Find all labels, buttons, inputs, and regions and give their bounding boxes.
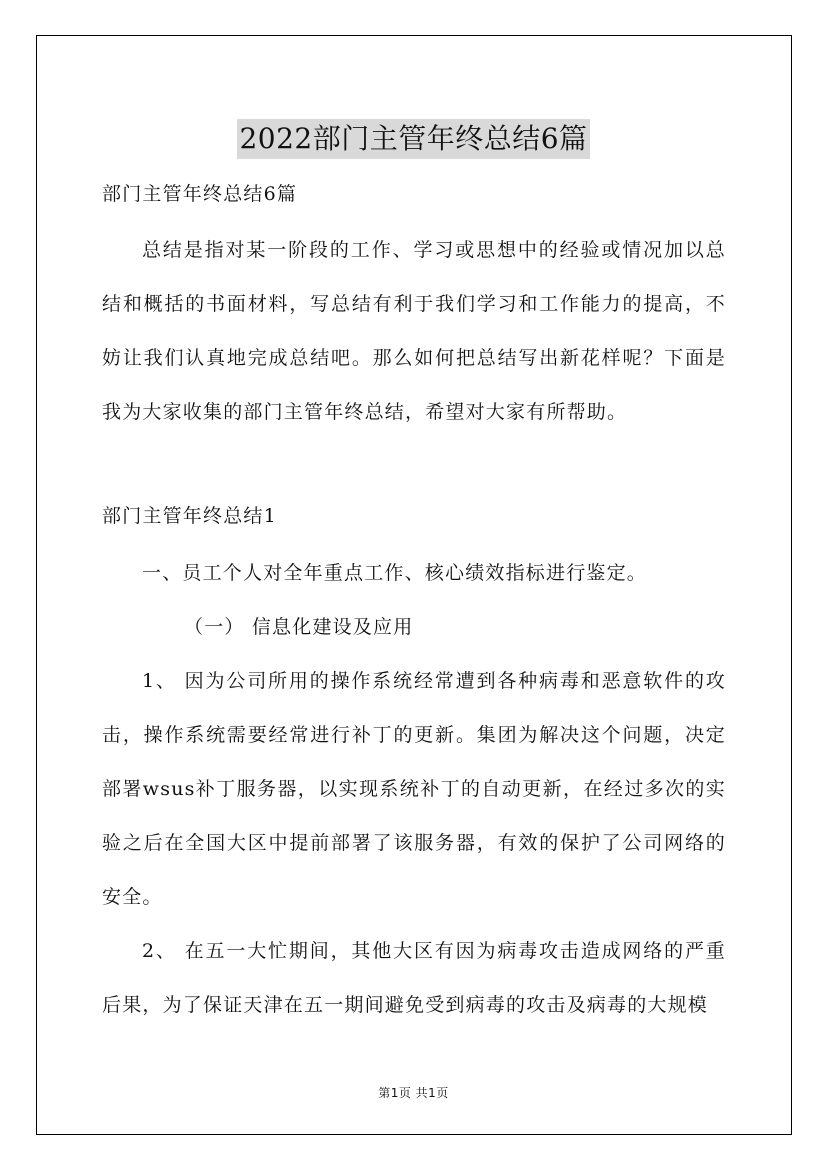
intro-paragraph: 总结是指对某一阶段的工作、学习或思想中的经验或情况加以总结和概括的书面材料，写总结有利于我们学习和工作能力的提高，不妨让我们认真地完成总结吧。那么如何把总结写出新花样呢？下面是我为大家收集的部门主管年终总结，希望对大家有所帮助。 bbox=[102, 239, 726, 423]
title-container bbox=[0, 100, 827, 178]
point-1-paragraph: 一、员工个人对全年重点工作、核心绩效指标进行鉴定。 bbox=[142, 562, 648, 584]
sub-heading-label: （一） 信息化建设及应用 bbox=[184, 616, 414, 638]
item-1-paragraph: 1、 因为公司所用的操作系统经常遭到各种病毒和恶意软件的攻击，操作系统需要经常进行补丁的更新。集团为解决这个问题，决定部署wsus补丁服务器，以实现系统补丁的自动更新，在经过多次的实验之后在全国大区中提前部署了该服务器，有效的保护了公司网络的安全。 bbox=[102, 670, 726, 908]
page-number: 第1页 共1页 bbox=[378, 1086, 449, 1100]
item-2-paragraph: 2、 在五一大忙期间，其他大区有因为病毒攻击造成网络的严重后果，为了保证天津在五一期间避免受到病毒的攻击及病毒的大规模 bbox=[102, 940, 726, 1016]
document-title: 2022部门主管年终总结6篇 bbox=[237, 119, 589, 159]
sub-heading bbox=[102, 600, 726, 654]
section-heading: 部门主管年终总结1 bbox=[102, 505, 277, 527]
document-subtitle: 部门主管年终总结6篇 bbox=[102, 183, 298, 205]
